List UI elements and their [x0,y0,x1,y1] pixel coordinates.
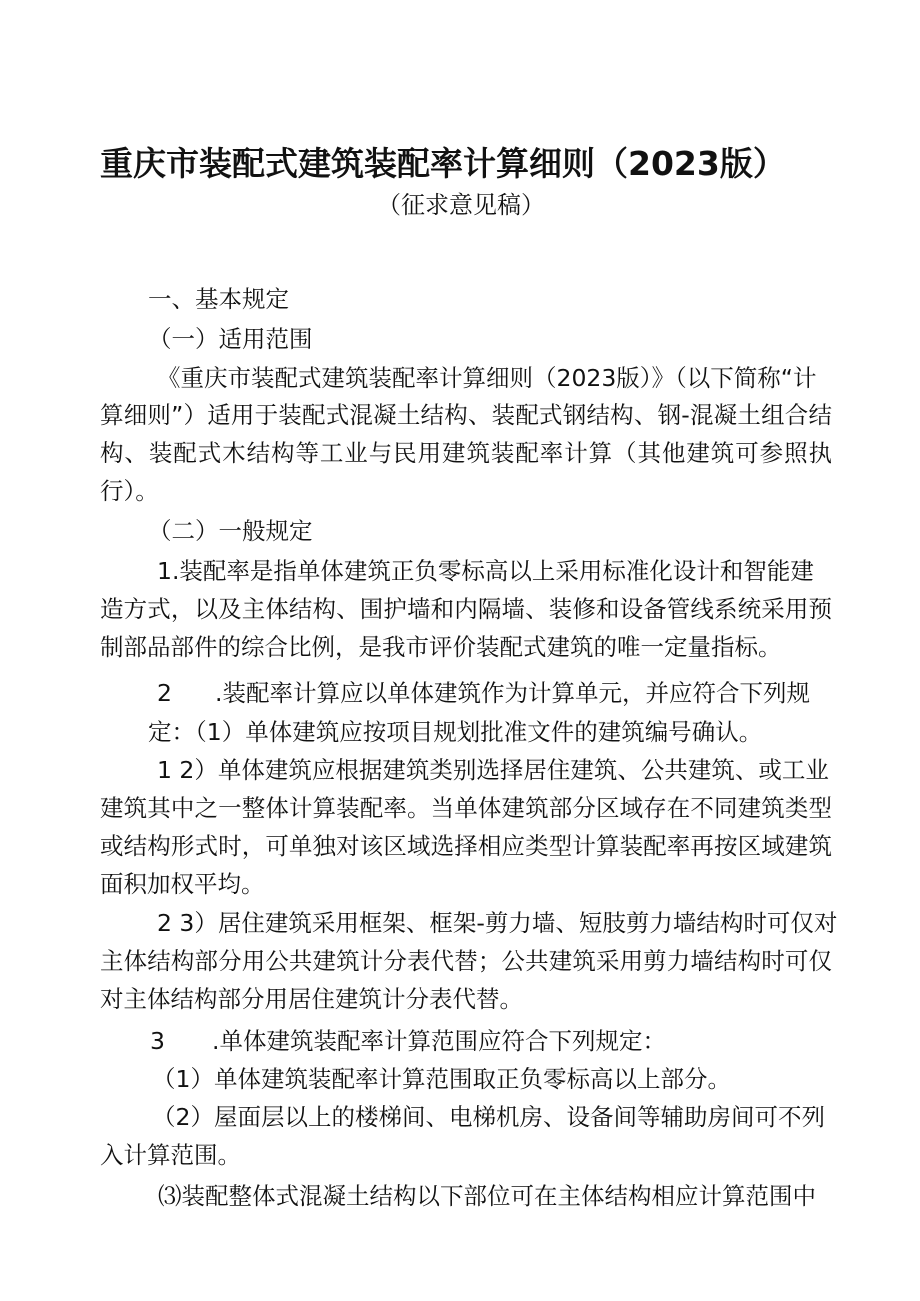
subsection-heading: （二）一般规定 [148,517,313,545]
paragraph-line: 构、装配式木结构等工业与民用建筑装配率计算（其他建筑可参照执 [100,439,832,467]
paragraph-line: 行）。 [100,477,159,505]
paragraph-line: 定：（1）单体建筑应按项目规划批准文件的建筑编号确认。 [148,718,763,746]
paragraph-line: 1.装配率是指单体建筑正负零标高以上采用标准化设计和智能建 [157,557,814,585]
list-number: 2 [157,679,172,707]
paragraph-line: （1）单体建筑装配率计算范围取正负零标高以上部分。 [152,1065,731,1093]
paragraph-line: （2）屋面层以上的楼梯间、电梯机房、设备间等辅助房间可不列 [152,1103,825,1131]
subsection-heading: （一）适用范围 [148,325,313,353]
document-subtitle: （征求意见稿） [377,191,545,219]
paragraph-line: 主体结构部分用公共建筑计分表代替；公共建筑采用剪力墙结构时可仅 [100,947,832,975]
paragraph-line: 1 2）单体建筑应根据建筑类别选择居住建筑、公共建筑、或工业 [157,756,829,784]
paragraph-line: 算细则”）适用于装配式混凝土结构、装配式钢结构、钢-混凝土组合结 [100,401,832,429]
paragraph-line: 入计算范围。 [100,1141,241,1169]
section-heading: 一、基本规定 [148,285,289,313]
paragraph-line: ⑶装配整体式混凝土结构以下部位可在主体结构相应计算范围中 [158,1182,816,1210]
paragraph-line: .装配率计算应以单体建筑作为计算单元，并应符合下列规 [215,679,810,707]
paragraph-line: 2 3）居住建筑采用框架、框架-剪力墙、短肢剪力墙结构时可仅对 [157,909,838,937]
paragraph-line: 对主体结构部分用居住建筑计分表代替。 [100,985,523,1013]
paragraph-line: 制部品部件的综合比例，是我市评价装配式建筑的唯一定量指标。 [100,633,782,661]
document-title: 重庆市装配式建筑装配率计算细则（2023版） [100,144,786,183]
paragraph-line: .单体建筑装配率计算范围应符合下列规定： [212,1027,666,1055]
paragraph-line: 面积加权平均。 [100,870,265,898]
list-number: 3 [150,1027,165,1055]
paragraph-line: 或结构形式时，可单独对该区域选择相应类型计算装配率再按区域建筑 [100,832,832,860]
paragraph-line: 《重庆市装配式建筑装配率计算细则（2023版）》（以下简称“计 [157,364,817,392]
paragraph-line: 造方式，以及主体结构、围护墙和内隔墙、装修和设备管线系统采用预 [100,595,832,623]
paragraph-line: 建筑其中之一整体计算装配率。当单体建筑部分区域存在不同建筑类型 [100,794,832,822]
